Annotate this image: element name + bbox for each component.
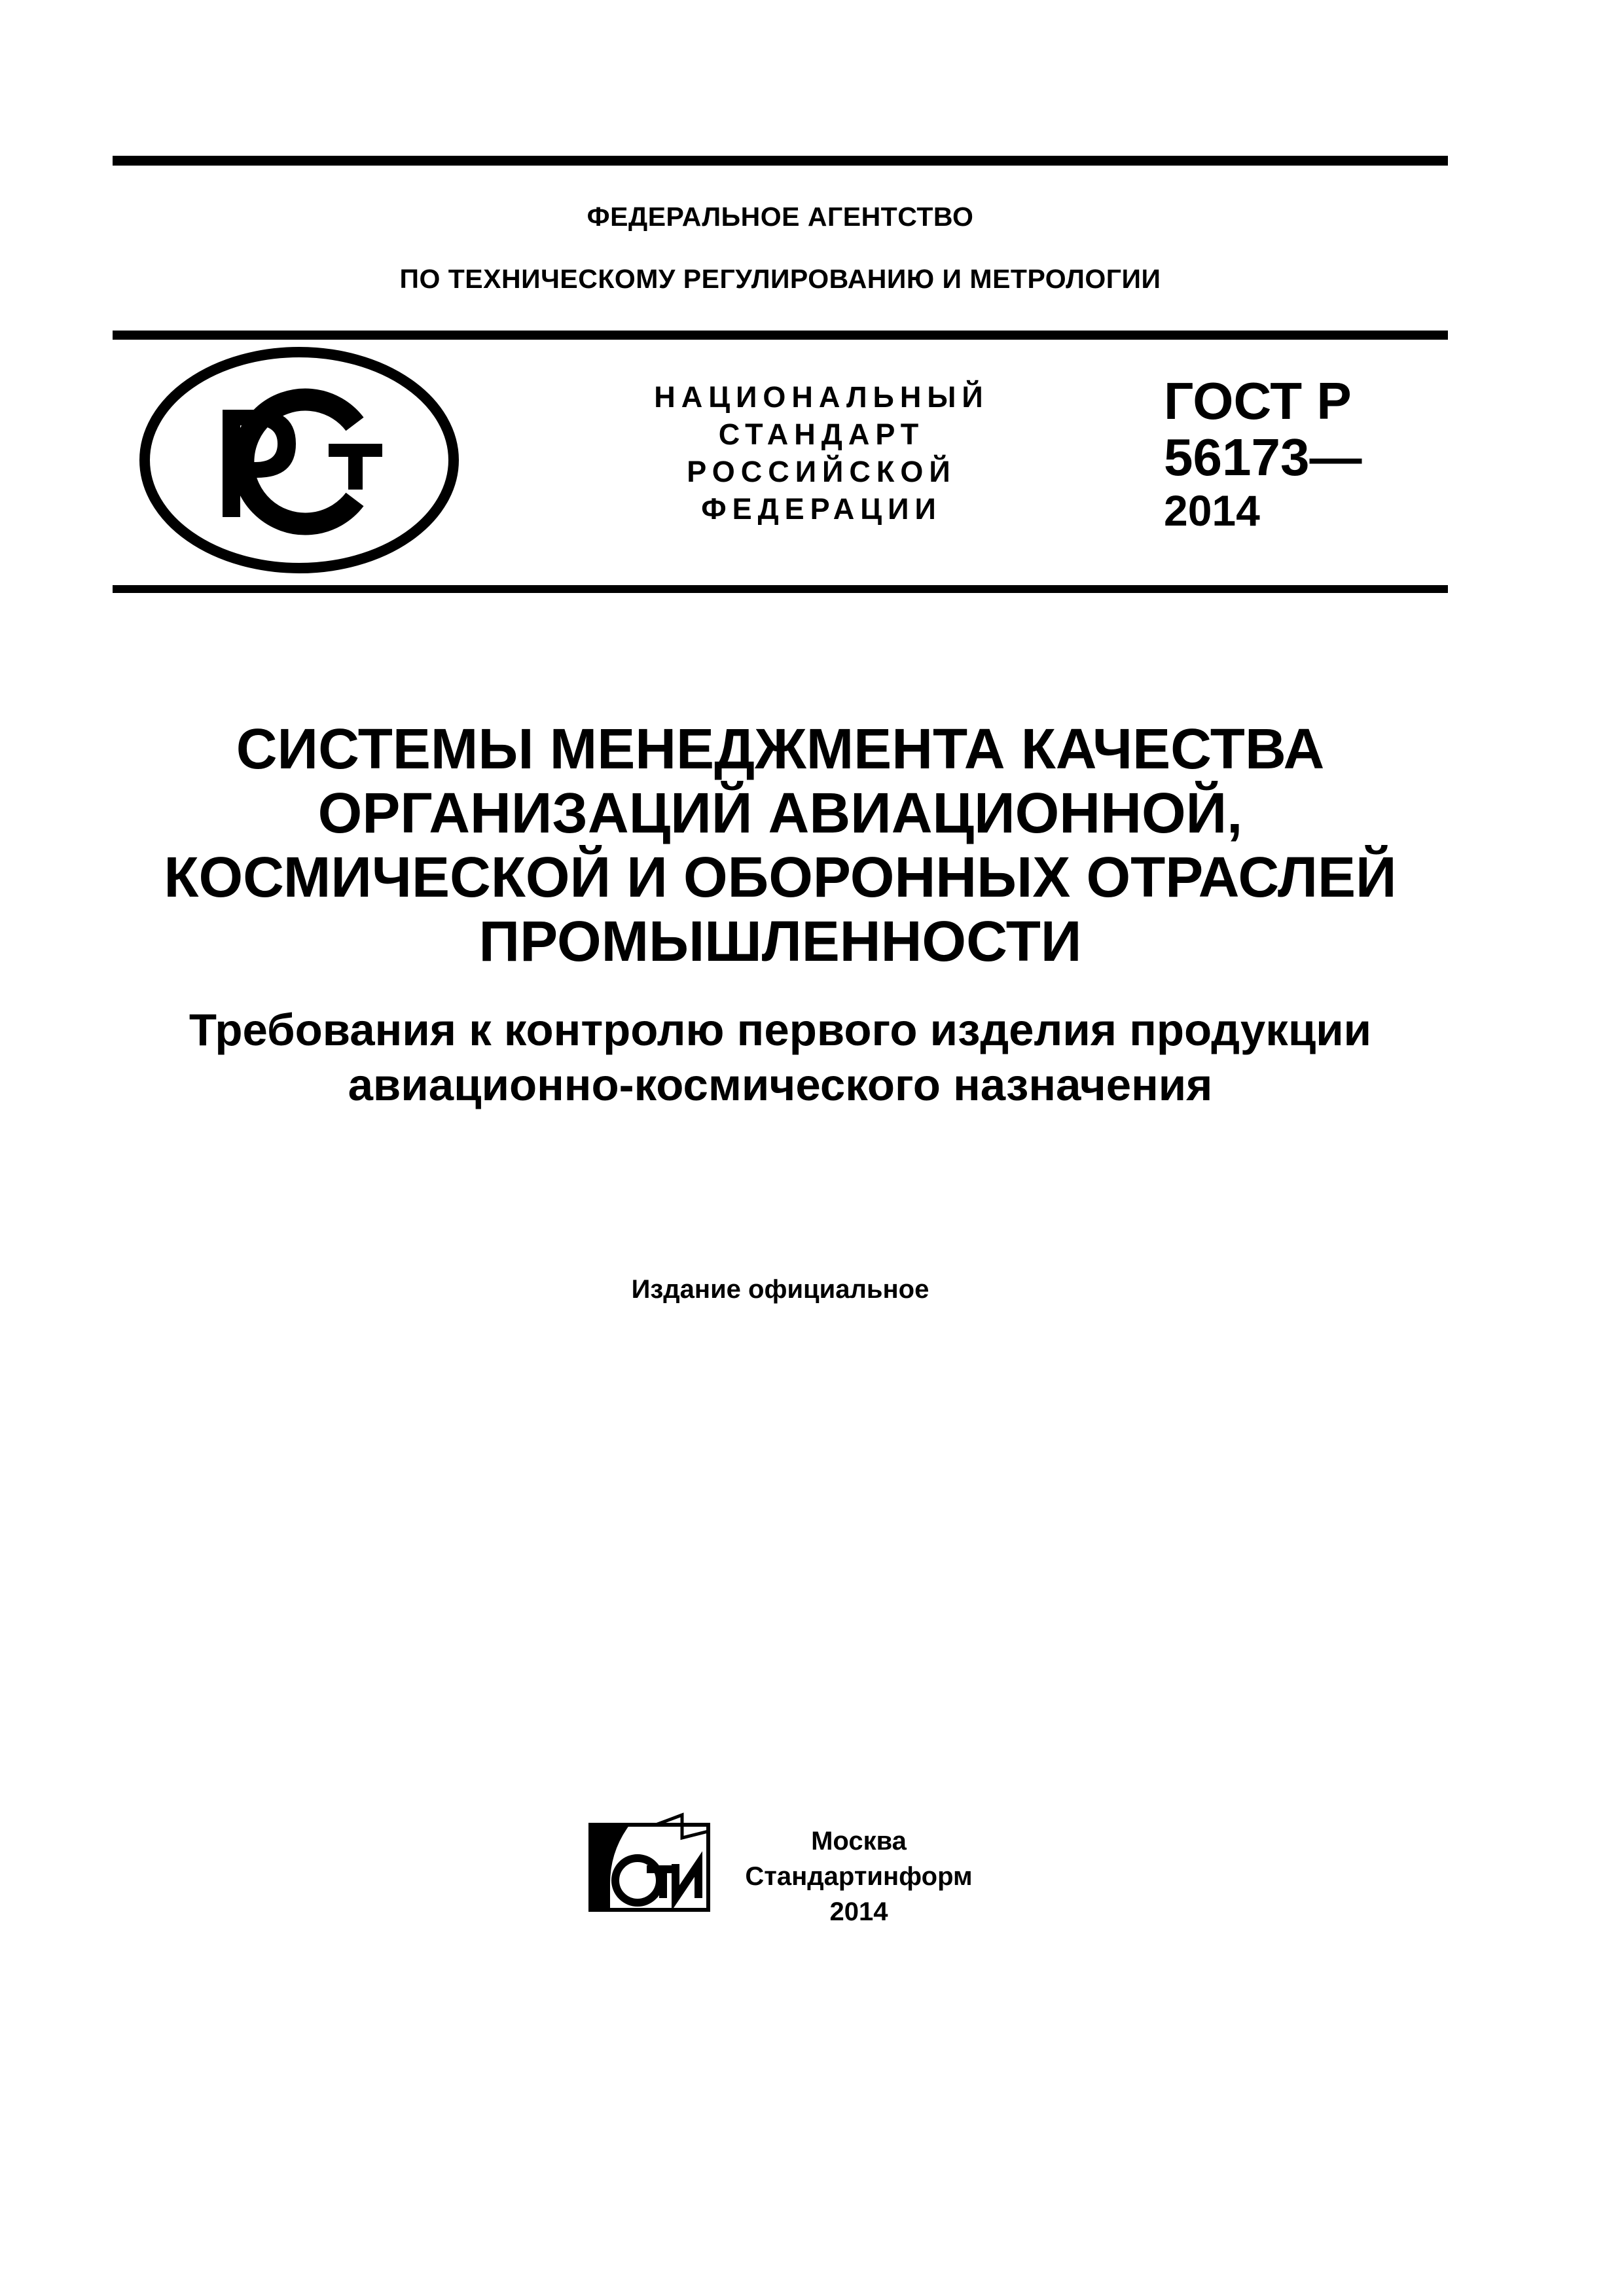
- gost-r-emblem-icon: [139, 346, 460, 575]
- title-line-2: ОРГАНИЗАЦИЙ АВИАЦИОННОЙ,: [317, 781, 1243, 845]
- top-rule: [113, 156, 1448, 166]
- gost-designation: [1164, 373, 1439, 535]
- publisher-city: Москва: [811, 1827, 907, 1856]
- title-line-1: СИСТЕМЫ МЕНЕДЖМЕНТА КАЧЕСТВА: [236, 717, 1325, 781]
- lower-block-rule: [113, 585, 1448, 593]
- agency-line-2: ПО ТЕХНИЧЕСКОМУ РЕГУЛИРОВАНИЮ И МЕТРОЛОГИИ: [399, 264, 1161, 294]
- gost-number: 56173—: [1164, 428, 1362, 486]
- national-line-2: СТАНДАРТ: [718, 418, 925, 451]
- national-standard-label: [612, 378, 1031, 528]
- publisher-name: Стандартинформ: [745, 1862, 973, 1891]
- document-subtitle: [113, 1003, 1448, 1113]
- publisher-year: 2014: [829, 1897, 888, 1926]
- national-line-1: НАЦИОНАЛЬНЫЙ: [654, 380, 989, 414]
- gost-label: ГОСТ Р: [1164, 372, 1352, 430]
- title-line-4: ПРОМЫШЛЕННОСТИ: [478, 910, 1082, 973]
- edition-label: Издание официальное: [631, 1275, 929, 1304]
- document-title: [113, 717, 1448, 974]
- national-line-4: ФЕДЕРАЦИИ: [701, 492, 942, 526]
- publisher-block: [721, 1823, 996, 1929]
- standartinform-logo-icon: [584, 1812, 715, 1924]
- gost-year: 2014: [1164, 486, 1260, 535]
- subtitle-line-2: авиационно-космического назначения: [348, 1060, 1213, 1110]
- title-line-3: КОСМИЧЕСКОЙ И ОБОРОННЫХ ОТРАСЛЕЙ: [164, 846, 1397, 909]
- national-line-3: РОССИЙСКОЙ: [687, 455, 956, 488]
- upper-block-rule: [113, 331, 1448, 340]
- subtitle-line-1: Требования к контролю первого изделия продукции: [189, 1005, 1372, 1055]
- agency-line-1: ФЕДЕРАЛЬНОЕ АГЕНТСТВО: [586, 202, 974, 232]
